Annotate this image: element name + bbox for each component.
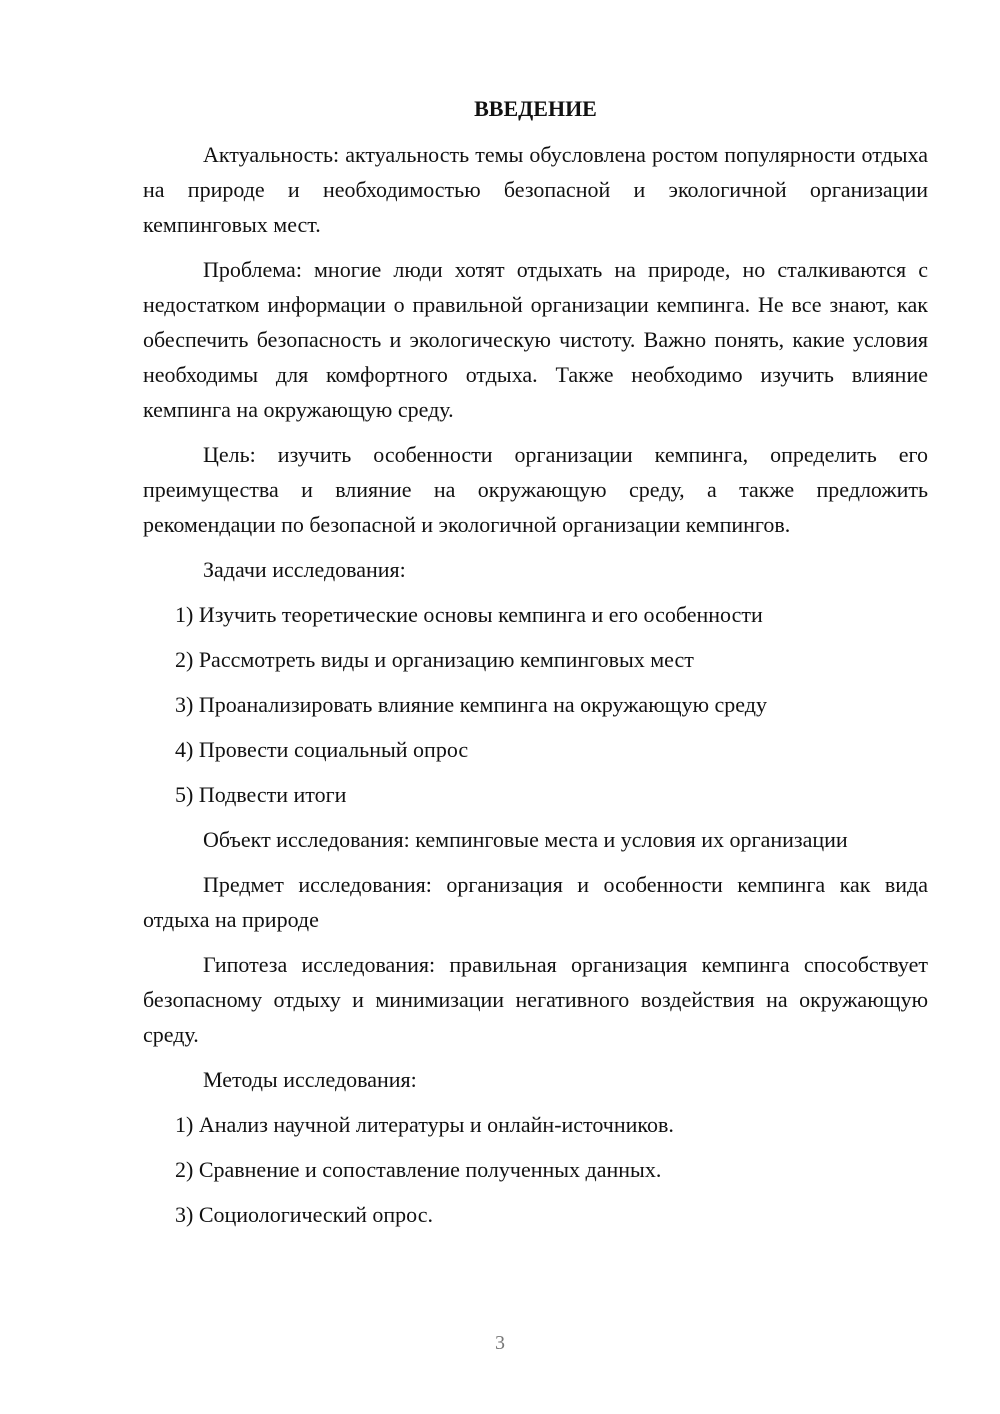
paragraph-hypothesis: Гипотеза исследования: правильная организация кемпинга способствует безопасному отдыху и минимизации негативного воздействия на окружающую среду.	[143, 952, 928, 1047]
list-item: 2) Рассмотреть виды и организацию кемпинговых мест	[175, 647, 694, 672]
section-title: ВВЕДЕНИЕ	[474, 96, 597, 121]
tasks-heading: Задачи исследования:	[203, 557, 406, 582]
paragraph-subject: Предмет исследования: организация и особенности кемпинга как вида отдыха на природе	[143, 872, 928, 932]
methods-list	[143, 1107, 928, 1232]
page-number: 3	[495, 1332, 505, 1354]
list-item: 1) Изучить теоретические основы кемпинга и его особенности	[175, 602, 763, 627]
paragraph-goal: Цель: изучить особенности организации кемпинга, определить его преимущества и влияние на окружающую среду, а также предложить рекомендации по безопасной и экологичной организации кемпингов.	[143, 442, 928, 537]
list-item: 4) Провести социальный опрос	[175, 737, 469, 762]
list-item: 5) Подвести итоги	[175, 782, 347, 807]
list-item: 3) Проанализировать влияние кемпинга на окружающую среду	[175, 692, 767, 717]
paragraph-problem: Проблема: многие люди хотят отдыхать на природе, но сталкиваются с недостатком информации о правильной организации кемпинга. Не все знают, как обеспечить безопасность и экологическую чистоту. Важно понять, какие условия необходимы для комфортного отдыха. Также необходимо изучить влияние кемпинга на окружающую среду.	[143, 257, 928, 422]
paragraph-object: Объект исследования: кемпинговые места и условия их организации	[203, 827, 848, 852]
list-item: 2) Сравнение и сопоставление полученных данных.	[175, 1157, 662, 1182]
methods-heading: Методы исследования:	[203, 1067, 417, 1092]
list-item: 3) Социологический опрос.	[175, 1202, 433, 1227]
document-page	[143, 90, 928, 1242]
list-item: 1) Анализ научной литературы и онлайн-источников.	[175, 1112, 674, 1137]
tasks-list	[143, 597, 928, 812]
paragraph-relevance: Актуальность: актуальность темы обусловлена ростом популярности отдыха на природе и необходимостью безопасной и экологичной организации кемпинговых мест.	[143, 142, 928, 237]
